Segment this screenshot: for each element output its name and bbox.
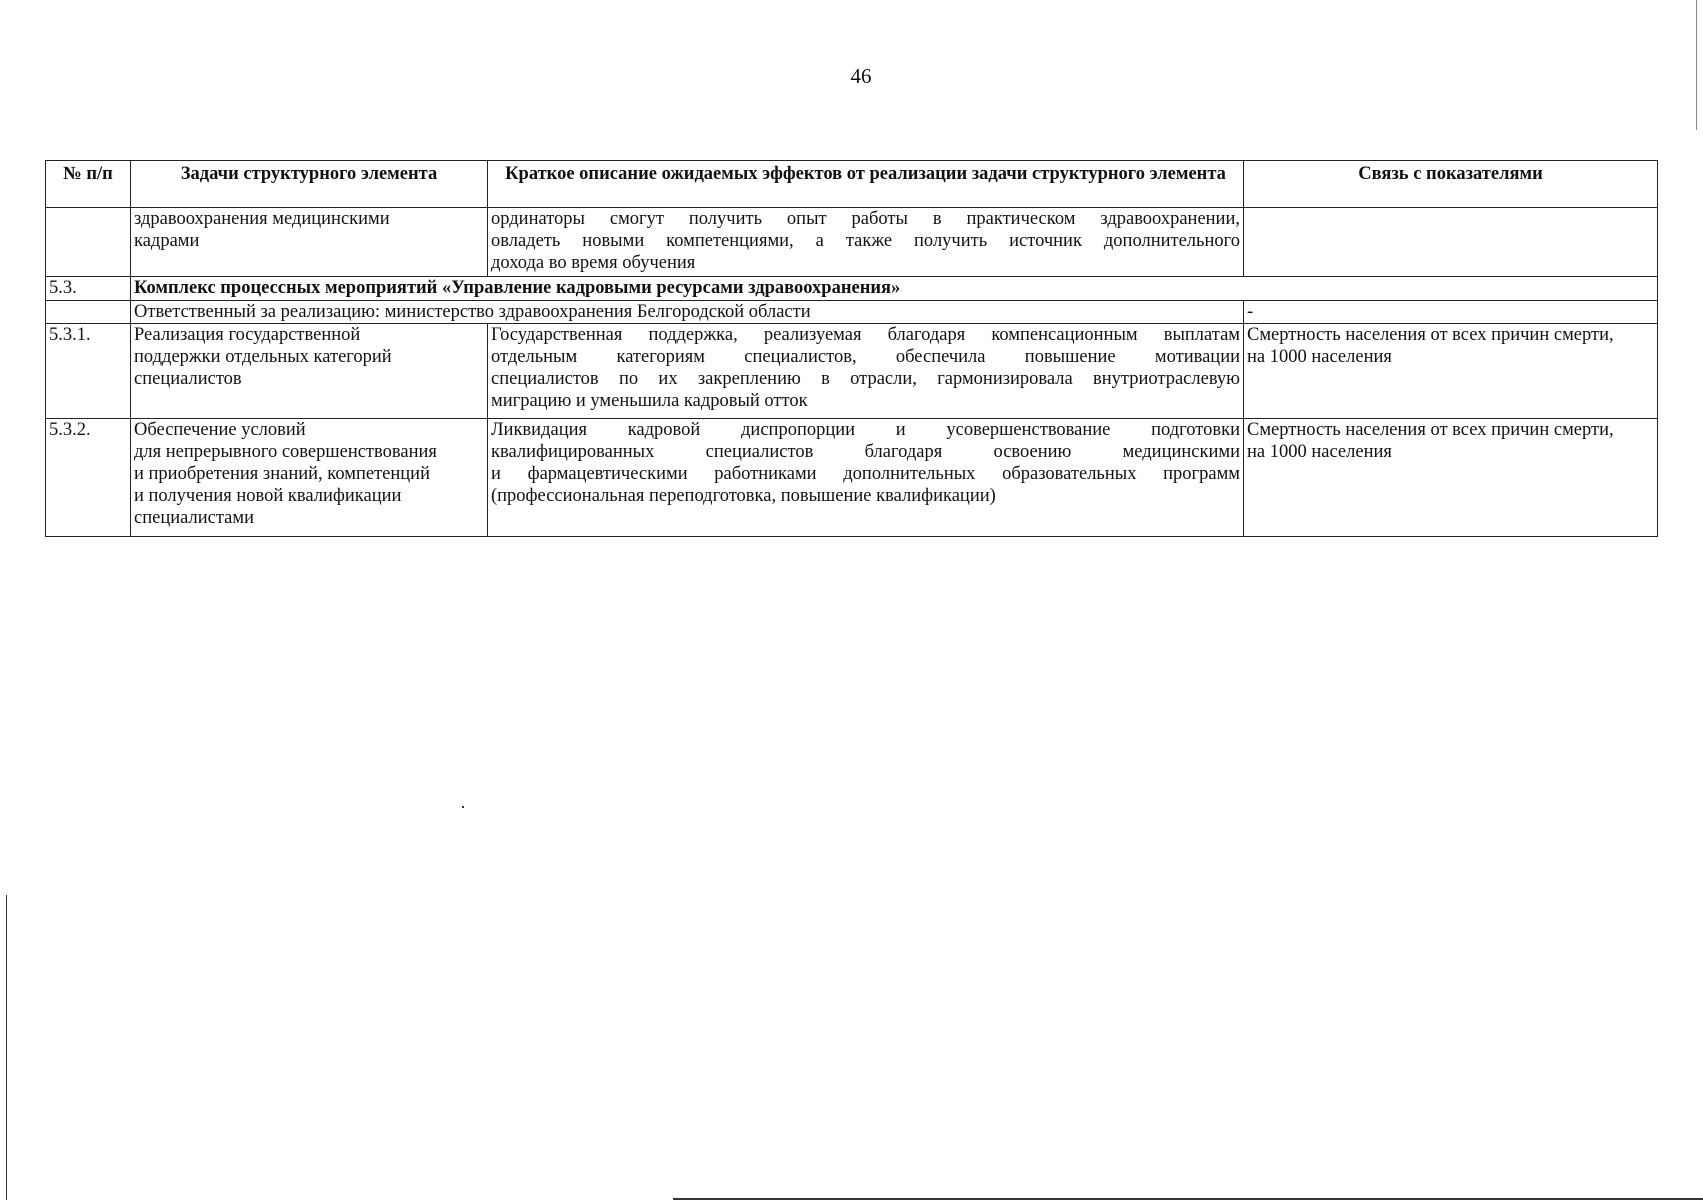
cell-link xyxy=(1244,208,1658,277)
cell-link: Смертность населения от всех причин смерти, на 1000 населения xyxy=(1244,324,1658,419)
table-row xyxy=(46,419,1658,537)
header-num: № п/п xyxy=(46,161,131,208)
structural-element-table xyxy=(45,160,1658,537)
header-tasks: Задачи структурного элемента xyxy=(131,161,488,208)
scan-edge-line-right xyxy=(1696,0,1697,130)
table-row-continued xyxy=(46,208,1658,277)
responsible-link: - xyxy=(1244,301,1658,324)
responsible-text: Ответственный за реализацию: министерство здравоохранения Белгородской области xyxy=(131,301,1244,324)
cell-num xyxy=(46,208,131,277)
cell-task: Обеспечение условий для непрерывного совершенствования и приобретения знаний, компетенций и получения новой квалификации специалистами xyxy=(131,419,488,537)
cell-effect: ординаторы смогут получить опыт работы в практическом здравоохранении, овладеть новыми компетенциями, а также получить источник дополнительного дохода во время обучения xyxy=(488,208,1244,277)
cell-link: Смертность населения от всех причин смерти, на 1000 населения xyxy=(1244,419,1658,537)
scan-dot xyxy=(462,806,464,808)
section-row xyxy=(46,277,1658,301)
scan-edge-line-left xyxy=(6,895,7,1200)
cell-effect: Государственная поддержка, реализуемая благодаря компенсационным выплатам отдельным категориям специалистов, обеспечила повышение мотивации специалистов по их закреплению в отрасли, гармонизировала внутриотраслевую миграцию и уменьшила кадровый отток xyxy=(488,324,1244,419)
cell-num: 5.3.1. xyxy=(46,324,131,419)
section-title: Комплекс процессных мероприятий «Управление кадровыми ресурсами здравоохранения» xyxy=(131,277,1658,301)
cell-task: Реализация государственной поддержки отдельных категорий специалистов xyxy=(131,324,488,419)
header-link: Связь с показателями xyxy=(1244,161,1658,208)
header-effects: Краткое описание ожидаемых эффектов от реализации задачи структурного элемента xyxy=(488,161,1244,208)
responsible-row xyxy=(46,301,1658,324)
cell-task: здравоохранения медицинскими кадрами xyxy=(131,208,488,277)
cell-effect: Ликвидация кадровой диспропорции и усовершенствование подготовки квалифицированных специалистов благодаря освоению медицинскими и фармацевтическими работниками дополнительных образовательных программ (профессиональная переподготовка, повышение квалификации) xyxy=(488,419,1244,537)
responsible-num xyxy=(46,301,131,324)
section-num: 5.3. xyxy=(46,277,131,301)
page-number: 46 xyxy=(850,64,872,88)
cell-num: 5.3.2. xyxy=(46,419,131,537)
table-header-row xyxy=(46,161,1658,208)
table-row xyxy=(46,324,1658,419)
